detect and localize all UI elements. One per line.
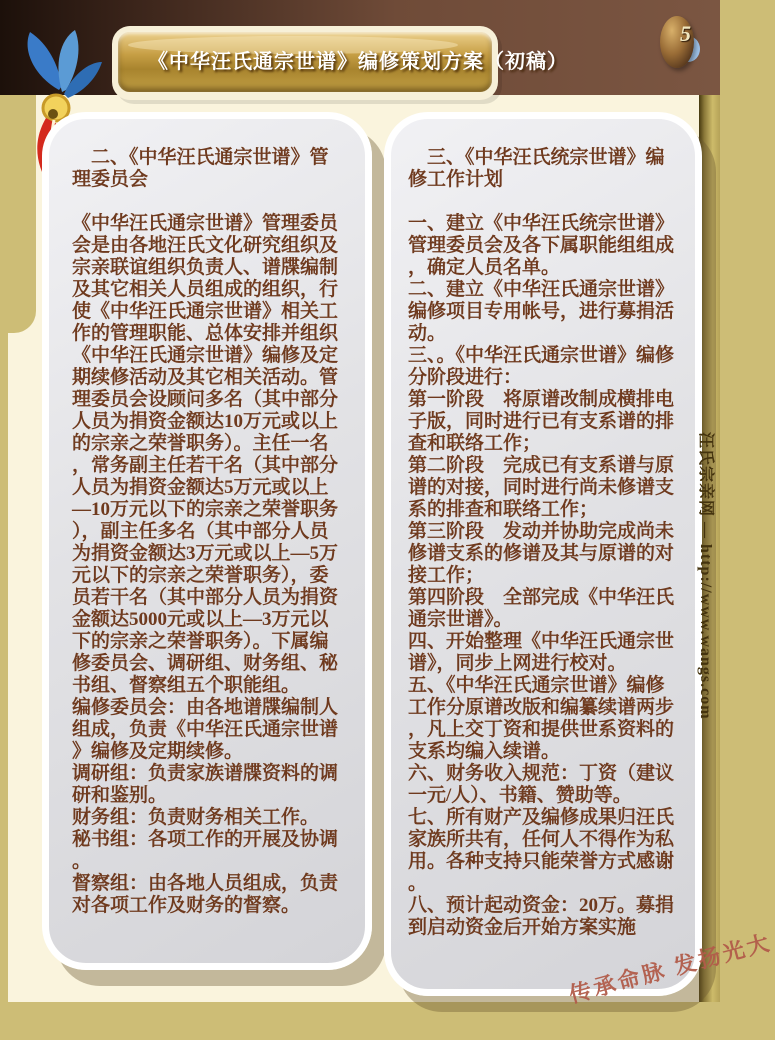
paragraph: 四、开始整理《中华汪氏通宗世谱》，同步上网进行校对。	[408, 631, 675, 674]
title-banner	[118, 32, 568, 92]
paragraph: 二、建立《中华汪氏通宗世谱》编修项目专用帐号，进行募捐活动。	[408, 279, 675, 344]
paragraph: 一、建立《中华汪氏统宗世谱》管理委员会及各下属职能组组成，确定人员名单。	[408, 213, 675, 278]
page-title: 《中华汪氏通宗世谱》编修策划方案（初稿）	[148, 51, 568, 73]
paragraph: 财务组：负责财务相关工作。	[72, 807, 320, 828]
paragraph: 督察组：由各地人员组成，负责对各项工作及财务的督察。	[72, 873, 339, 916]
left-content-panel	[42, 112, 372, 970]
paragraph: 第四阶段 全部完成《中华汪氏通宗世谱》。	[408, 587, 675, 630]
paragraph: 三、。《中华汪氏通宗世谱》编修分阶段进行：	[408, 345, 675, 388]
paragraph: 六、财务收入规范：丁资（建议一元/人）、书籍、赞助等。	[408, 763, 675, 806]
paragraph: 第二阶段 完成已有支系谱与原谱的对接，同时进行尚未修谱支系的排查和联络工作；	[408, 455, 675, 520]
paragraph: 七、所有财产及编修成果归汪氏家族所共有，任何人不得作为私用。各种支持只能荣誉方式感谢。	[408, 807, 675, 894]
corner-stamp: 传承命脉 发扬光大	[566, 929, 775, 1008]
paragraph: 调研组：负责家族谱牒资料的调研和鉴别。	[72, 763, 339, 806]
page-number-oval	[660, 16, 694, 68]
paragraph: 编修委员会：由各地谱牒编制人组成，负责《中华汪氏通宗世谱》编修及定期续修。	[72, 697, 339, 762]
right-panel-text	[408, 213, 678, 939]
right-panel-heading: 三、《中华汪氏统宗世谱》编修工作计划	[408, 147, 665, 190]
paragraph: 八、预计起动资金：20万。募捐到启动资金后开始方案实施	[408, 895, 675, 938]
paragraph: 秘书组：各项工作的开展及协调。	[72, 829, 339, 872]
left-panel-heading: 二、《中华汪氏通宗世谱》管理委员会	[72, 147, 329, 190]
page-number: 5	[680, 21, 691, 46]
paragraph: 第三阶段 发动并协助完成尚未修谱支系的修谱及其与原谱的对接工作；	[408, 521, 675, 586]
left-panel-text	[72, 213, 342, 917]
side-watermark: 汪氏宗亲网 — http://www.wangs.com	[697, 432, 714, 720]
paragraph: 第一阶段 将原谱改制成横排电子版，同时进行已有支系谱的排查和联络工作；	[408, 389, 675, 454]
right-content-panel	[384, 112, 702, 996]
paragraph: 五、《中华汪氏通宗世谱》编修工作分原谱改版和编纂续谱两步，凡上交丁资和提供世系资料的支系均编入续谱。	[408, 675, 675, 762]
paragraph: 《中华汪氏通宗世谱》管理委员会是由各地汪氏文化研究组织及宗亲联谊组织负责人、谱牒编制及其它相关人员组成的组织，行使《中华汪氏通宗世谱》相关工作的管理职能、总体安排并组织《中华汪氏通宗世谱》编修及定期续修活动及其它相关活动。管理委员会设顾问多名（其中部分人员为捐资金额达10万元或以上的宗亲之荣誉职务）。主任一名，常务副主任若干名（其中部分人员为捐资金额达5万元或以上—10万元以下的宗亲之荣誉职务），副主任多名（其中部分人员为捐资金额达3万元或以上—5万元以下的宗亲之荣誉职务），委员若干名（其中部分人员为捐资金额达5000元或以上—3万元以下的宗亲之荣誉职务）。下属编修委员会、调研组、财务组、秘书组、督察组五个职能组。	[72, 213, 339, 696]
